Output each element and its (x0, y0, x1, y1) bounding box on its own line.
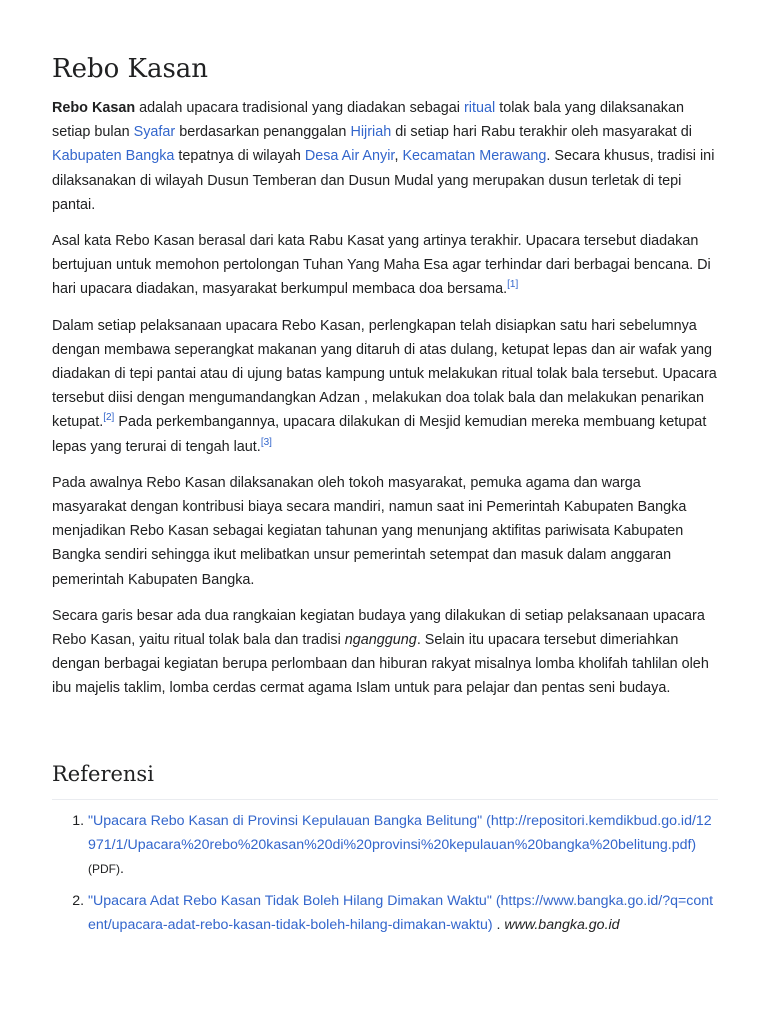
reference-site: www.bangka.go.id (504, 917, 620, 934)
reference-url-link[interactable]: (https://www.bangka.go.id/?q=content/upacara-adat-rebo-kasan-tidak-boleh-hilang-dimakan-waktu) (88, 893, 714, 934)
paragraph-etymology (52, 229, 718, 302)
link-ritual[interactable]: ritual (464, 100, 496, 116)
references-list (52, 809, 718, 938)
text-run: . (120, 861, 124, 878)
text-run: Asal kata Rebo Kasan berasal dari kata Rabu Kasat yang artinya terakhir. Upacara tersebut diadakan bertujuan untuk memohon pertolongan Tuhan Yang Maha Esa agar terhindar dari berbagai bencana. Di hari upacara diadakan, masyarakat berkumpul membaca doa bersama. (52, 233, 711, 298)
text-run: adalah upacara tradisional yang diadakan sebagai (135, 100, 464, 116)
text-run: . Selain itu upacara tersebut dimeriahkan dengan berbagai kegiatan berupa perlombaan dan hiburan rakyat misalnya lomba kholifah tahlilan oleh ibu majelis taklim, lomba cerdas cermat agama Islam untuk para pelajar dan pentas seni budaya. (52, 632, 709, 697)
text-run: tolak bala yang dilaksanakan setiap bulan (52, 100, 685, 141)
link-kabupaten-bangka[interactable]: Kabupaten Bangka (52, 148, 175, 165)
link-syafar[interactable]: Syafar (133, 124, 176, 141)
text-run: Secara garis besar ada dua rangkaian kegiatan budaya yang dilakukan di setiap pelaksanaan upacara Rebo Kasan, yaitu ritual tolak bala dan tradisi (52, 607, 705, 649)
text-run: berdasarkan penanggalan (175, 124, 351, 141)
text-run: tepatnya di wilayah (174, 148, 305, 165)
reference-url-link[interactable]: (http://repositori.kemdikbud.go.id/12971/1/Upacara%20rebo%20kasan%20di%20provinsi%20kepulauan%20bangka%20belitung.pdf) (88, 812, 712, 853)
citation-3[interactable]: [3] (260, 436, 272, 448)
page-title: Rebo Kasan (52, 54, 209, 84)
article-content (52, 0, 718, 946)
paragraph-history (52, 471, 718, 592)
reference-title-link[interactable]: "Upacara Rebo Kasan di Provinsi Kepulauan Bangka Belitung" (88, 812, 483, 829)
reference-title-link[interactable]: "Upacara Adat Rebo Kasan Tidak Boleh Hilang Dimakan Waktu" (88, 893, 492, 910)
text-run: Pada awalnya Rebo Kasan dilaksanakan oleh tokoh masyarakat, pemuka agama dan warga masyarakat dengan kontribusi biaya secara mandiri, namun saat ini Pemerintah Kabupaten Bangka menjadikan Rebo Kasan sebagai kegiatan tahunan yang menunjang aktifitas pariwisata Kabupaten Bangka sendiri sehingga ikut melibatkan unsur pemerintah setempat dan masuk dalam anggaran pemerintah Kabupaten Bangka. (52, 474, 687, 588)
link-hijriah[interactable]: Hijriah (350, 124, 392, 141)
text-run: di setiap hari Rabu terakhir oleh masyarakat di (391, 124, 692, 141)
citation-2[interactable]: [2] (103, 412, 115, 424)
paragraph-activities (52, 604, 718, 701)
reference-format: (PDF) (88, 862, 120, 877)
text-run: . Secara khusus, tradisi ini dilaksanakan di wilayah Dusun Temberan dan Dusun Mudal yang merupakan dusun terletak di tepi pantai. (52, 148, 715, 213)
text-run: Dalam setiap pelaksanaan upacara Rebo Kasan, perlengkapan telah disiapkan satu hari sebelumnya dengan membawa seperangkat makanan yang ditaruh di atas dulang, ketupat lepas dan air wafak yang diadakan di tepi pantai atau di ujung batas kampung untuk melakukan ritual tolak bala tersebut. Upacara tersebut diisi dengan mengumandangkan Adzan , melakukan doa tolak bala dan melakukan penarikan ketupat. (52, 317, 717, 431)
reference-item (88, 889, 718, 937)
text-run: , (394, 148, 403, 165)
paragraph-ceremony (52, 314, 718, 459)
section-heading-references: Referensi (52, 759, 718, 800)
text-run: Pada perkembangannya, upacara dilakukan di Mesjid kemudian mereka membuang ketupat lepas yang terurai di tengah laut. (52, 414, 707, 455)
link-kecamatan-merawang[interactable]: Kecamatan Merawang (402, 148, 547, 165)
paragraph-intro (52, 96, 718, 217)
reference-item (88, 809, 718, 882)
link-desa-air-anyir[interactable]: Desa Air Anyir (304, 148, 395, 165)
citation-1[interactable]: [1] (507, 279, 519, 291)
italic-term: nganggung (344, 632, 417, 649)
text-run: . (496, 917, 505, 934)
bold-term: Rebo Kasan (52, 100, 136, 116)
